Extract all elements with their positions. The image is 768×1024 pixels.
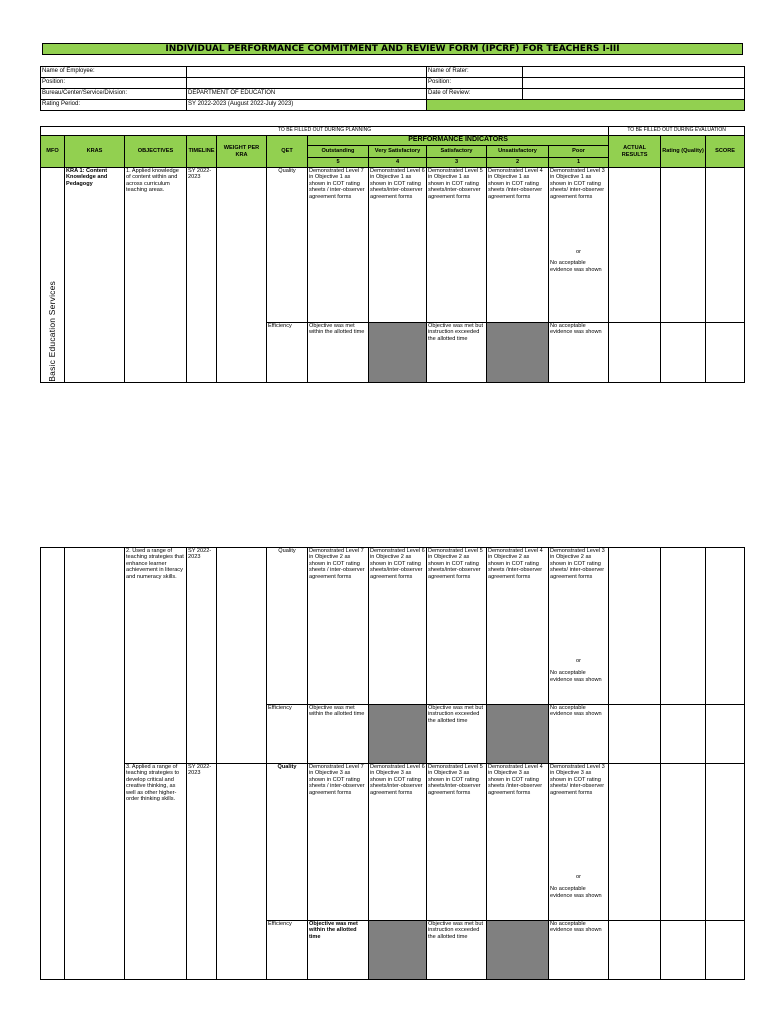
objective-3-actual-results[interactable] <box>609 764 661 921</box>
objective-2-very-satisfactory: Demonstrated Level 6 in Objective 2 as shown in COT rating sheets/inter-observer agreement forms <box>369 548 427 705</box>
objective-3-eff-poor: No acceptable evidence was shown <box>549 921 609 980</box>
objective-3-satisfactory: Demonstrated Level 5 in Objective 3 as shown in COT rating sheets/inter-observer agreement forms <box>427 764 487 921</box>
objective-2-eff-satisfactory: Objective was met but instruction exceeded the allotted time <box>427 705 487 764</box>
objective-1-unsatisfactory: Demonstrated Level 4 in Objective 1 as shown in COT rating sheets /inter-observer agreement forms <box>487 168 549 323</box>
objective-1-eff-actual-results[interactable] <box>609 323 661 383</box>
objective-2-quality-row <box>41 548 745 705</box>
objective-1-quality-row <box>41 168 745 323</box>
header-scale-4: 4 <box>369 158 427 168</box>
objective-3-qet-quality: Quality <box>267 764 308 921</box>
ipcrf-table-continued <box>40 547 745 980</box>
objective-1-score[interactable] <box>706 168 745 323</box>
objective-3-quality-row <box>41 764 745 921</box>
rater-position-label: Position: <box>427 78 523 89</box>
objective-3-eff-very-satisfactory <box>369 921 427 980</box>
form-title: INDIVIDUAL PERFORMANCE COMMITMENT AND REVIEW FORM (IPCRF) FOR TEACHERS I-III <box>42 43 743 55</box>
objective-2-eff-score[interactable] <box>706 705 745 764</box>
objective-2-timeline: SY 2022-2023 <box>187 548 217 764</box>
objective-2-eff-rating[interactable] <box>661 705 706 764</box>
objective-1-eff-very-satisfactory <box>369 323 427 383</box>
kra-cell-continued <box>65 548 125 980</box>
evaluation-note: TO BE FILLED OUT DURING EVALUATION <box>609 127 745 136</box>
header-scale-2: 2 <box>487 158 549 168</box>
header-actual-results: ACTUAL RESULTS <box>609 136 661 168</box>
header-timeline: TIMELINE <box>187 136 217 168</box>
review-date-field[interactable] <box>523 89 745 100</box>
objective-2-outstanding: Demonstrated Level 7 in Objective 2 as shown in COT rating sheets / inter-observer agreement forms <box>308 548 369 705</box>
objective-2-no-evidence: No acceptable evidence was shown <box>550 670 602 683</box>
header-rating-quality: Rating (Quality) <box>661 136 706 168</box>
rater-name-field[interactable] <box>523 67 745 78</box>
objective-1-qet-quality: Quality <box>267 168 308 323</box>
review-date-label: Date of Review: <box>427 89 523 100</box>
objective-2-weight[interactable] <box>217 548 267 764</box>
employee-position-field[interactable] <box>187 78 427 89</box>
objective-2-score[interactable] <box>706 548 745 705</box>
objective-2-eff-actual-results[interactable] <box>609 705 661 764</box>
kra-1-label: KRA 1: Content Knowledge and Pedagogy <box>65 168 125 383</box>
objective-3-poor: Demonstrated Level 3 in Objective 3 as shown in COT rating sheets/ inter-observer agreement forms <box>550 764 605 796</box>
objective-2-eff-poor: No acceptable evidence was shown <box>549 705 609 764</box>
objective-3-eff-unsatisfactory <box>487 921 549 980</box>
objective-2-rating[interactable] <box>661 548 706 705</box>
rating-period-value: SY 2022-2023 (August 2022-July 2023) <box>187 100 427 111</box>
objective-3-score[interactable] <box>706 764 745 921</box>
objective-1-or: or <box>576 249 582 256</box>
objective-3-text: 3. Applied a range of teaching strategies to develop critical and creative thinking, as well as other higher-order thinking skills. <box>125 764 187 980</box>
objective-3-unsatisfactory: Demonstrated Level 4 in Objective 3 as shown in COT rating sheets /inter-observer agreement forms <box>487 764 549 921</box>
objective-2-qet-quality: Quality <box>267 548 308 705</box>
header-kras: KRAS <box>65 136 125 168</box>
objective-1-actual-results[interactable] <box>609 168 661 323</box>
objective-1-eff-satisfactory: Objective was met but instruction exceeded the allotted time <box>427 323 487 383</box>
objective-3-timeline: SY 2022-2023 <box>187 764 217 980</box>
objective-3-rating[interactable] <box>661 764 706 921</box>
header-score: SCORE <box>706 136 745 168</box>
objective-1-qet-efficiency: Efficiency <box>267 323 308 383</box>
employee-name-label: Name of Employee: <box>41 67 187 78</box>
header-mfo: MFO <box>41 136 65 168</box>
objective-1-eff-poor: No acceptable evidence was shown <box>549 323 609 383</box>
objective-1-no-evidence: No acceptable evidence was shown <box>550 260 602 273</box>
header-scale-5: 5 <box>308 158 369 168</box>
objective-2-unsatisfactory: Demonstrated Level 4 in Objective 2 as shown in COT rating sheets /inter-observer agreement forms <box>487 548 549 705</box>
mfo-cell-continued <box>41 548 65 980</box>
objective-3-poor-cell <box>549 764 609 921</box>
mfo-cell <box>41 168 65 383</box>
header-objectives: OBJECTIVES <box>125 136 187 168</box>
objective-3-eff-rating[interactable] <box>661 921 706 980</box>
objective-1-eff-rating[interactable] <box>661 323 706 383</box>
objective-3-eff-outstanding: Objective was met within the allotted time <box>308 921 369 980</box>
objective-2-qet-efficiency: Efficiency <box>267 705 308 764</box>
header-scale-3: 3 <box>427 158 487 168</box>
objective-2-eff-very-satisfactory <box>369 705 427 764</box>
objective-1-rating[interactable] <box>661 168 706 323</box>
objective-3-eff-satisfactory: Objective was met but instruction exceeded the allotted time <box>427 921 487 980</box>
objective-1-outstanding: Demonstrated Level 7 in Objective 1 as shown in COT rating sheets / inter-observer agreement forms <box>308 168 369 323</box>
objective-3-qet-efficiency: Efficiency <box>267 921 308 980</box>
objective-1-eff-score[interactable] <box>706 323 745 383</box>
objective-2-poor: Demonstrated Level 3 in Objective 2 as shown in COT rating sheets/ inter-observer agreement forms <box>550 548 605 580</box>
header-performance-indicators: PERFORMANCE INDICATORS <box>308 136 609 146</box>
objective-2-or: or <box>576 658 581 665</box>
objective-2-text: 2. Used a range of teaching strategies that enhance learner achievement in literacy and numeracy skills. <box>125 548 187 764</box>
objective-1-text: 1. Applied knowledge of content within and across curriculum teaching areas. <box>125 168 187 383</box>
objective-3-outstanding: Demonstrated Level 7 in Objective 3 as shown in COT rating sheets / inter-observer agreement forms <box>308 764 369 921</box>
objective-1-poor-cell <box>549 168 609 323</box>
header-weight: WEIGHT PER KRA <box>217 136 267 168</box>
objective-3-weight[interactable] <box>217 764 267 980</box>
employee-position-label: Position: <box>41 78 187 89</box>
header-scale-1: 1 <box>549 158 609 168</box>
header-outstanding: Outstanding <box>308 146 369 158</box>
bureau-label: Bureau/Center/Service/Division: <box>41 89 187 100</box>
objective-3-very-satisfactory: Demonstrated Level 6 in Objective 3 as shown in COT rating sheets/inter-observer agreement forms <box>369 764 427 921</box>
objective-2-satisfactory: Demonstrated Level 5 in Objective 2 as shown in COT rating sheets/inter-observer agreement forms <box>427 548 487 705</box>
rating-period-highlight <box>427 100 745 111</box>
employee-name-field[interactable] <box>187 67 427 78</box>
rating-period-label: Rating Period: <box>41 100 187 111</box>
bureau-value: DEPARTMENT OF EDUCATION <box>187 89 427 100</box>
objective-1-weight[interactable] <box>217 168 267 383</box>
header-qet: QET <box>267 136 308 168</box>
header-poor: Poor <box>549 146 609 158</box>
objective-3-or: or <box>576 874 581 881</box>
objective-1-satisfactory: Demonstrated Level 5 in Objective 1 as shown in COT rating sheets/inter-observer agreement forms <box>427 168 487 323</box>
objective-3-eff-actual-results[interactable] <box>609 921 661 980</box>
objective-3-eff-score[interactable] <box>706 921 745 980</box>
rater-name-label: Name of Rater: <box>427 67 523 78</box>
objective-2-poor-cell <box>549 548 609 705</box>
header-satisfactory: Satisfactory <box>427 146 487 158</box>
objective-1-eff-outstanding: Objective was met within the allotted time <box>308 323 369 383</box>
objective-2-actual-results[interactable] <box>609 548 661 705</box>
objective-1-eff-unsatisfactory <box>487 323 549 383</box>
planning-note: TO BE FILLED OUT DURING PLANNING <box>41 127 609 136</box>
objective-1-poor: Demonstrated Level 3 in Objective 1 as shown in COT rating sheets/ inter-observer agreement forms <box>550 168 605 200</box>
header-very-satisfactory: Very Satisfactory <box>369 146 427 158</box>
objective-2-eff-unsatisfactory <box>487 705 549 764</box>
objective-2-eff-outstanding: Objective was met within the allotted time <box>308 705 369 764</box>
objective-1-very-satisfactory: Demonstrated Level 6 in Objective 1 as shown in COT rating sheets/inter-observer agreement forms <box>369 168 427 323</box>
objective-1-timeline: SY 2022-2023 <box>187 168 217 383</box>
rater-position-field[interactable] <box>523 78 745 89</box>
objective-3-no-evidence: No acceptable evidence was shown <box>550 886 602 899</box>
mfo-label: Basic Education Services <box>47 281 57 382</box>
employee-info-table <box>40 66 745 111</box>
ipcrf-table <box>40 126 745 383</box>
header-unsatisfactory: Unsatisfactory <box>487 146 549 158</box>
